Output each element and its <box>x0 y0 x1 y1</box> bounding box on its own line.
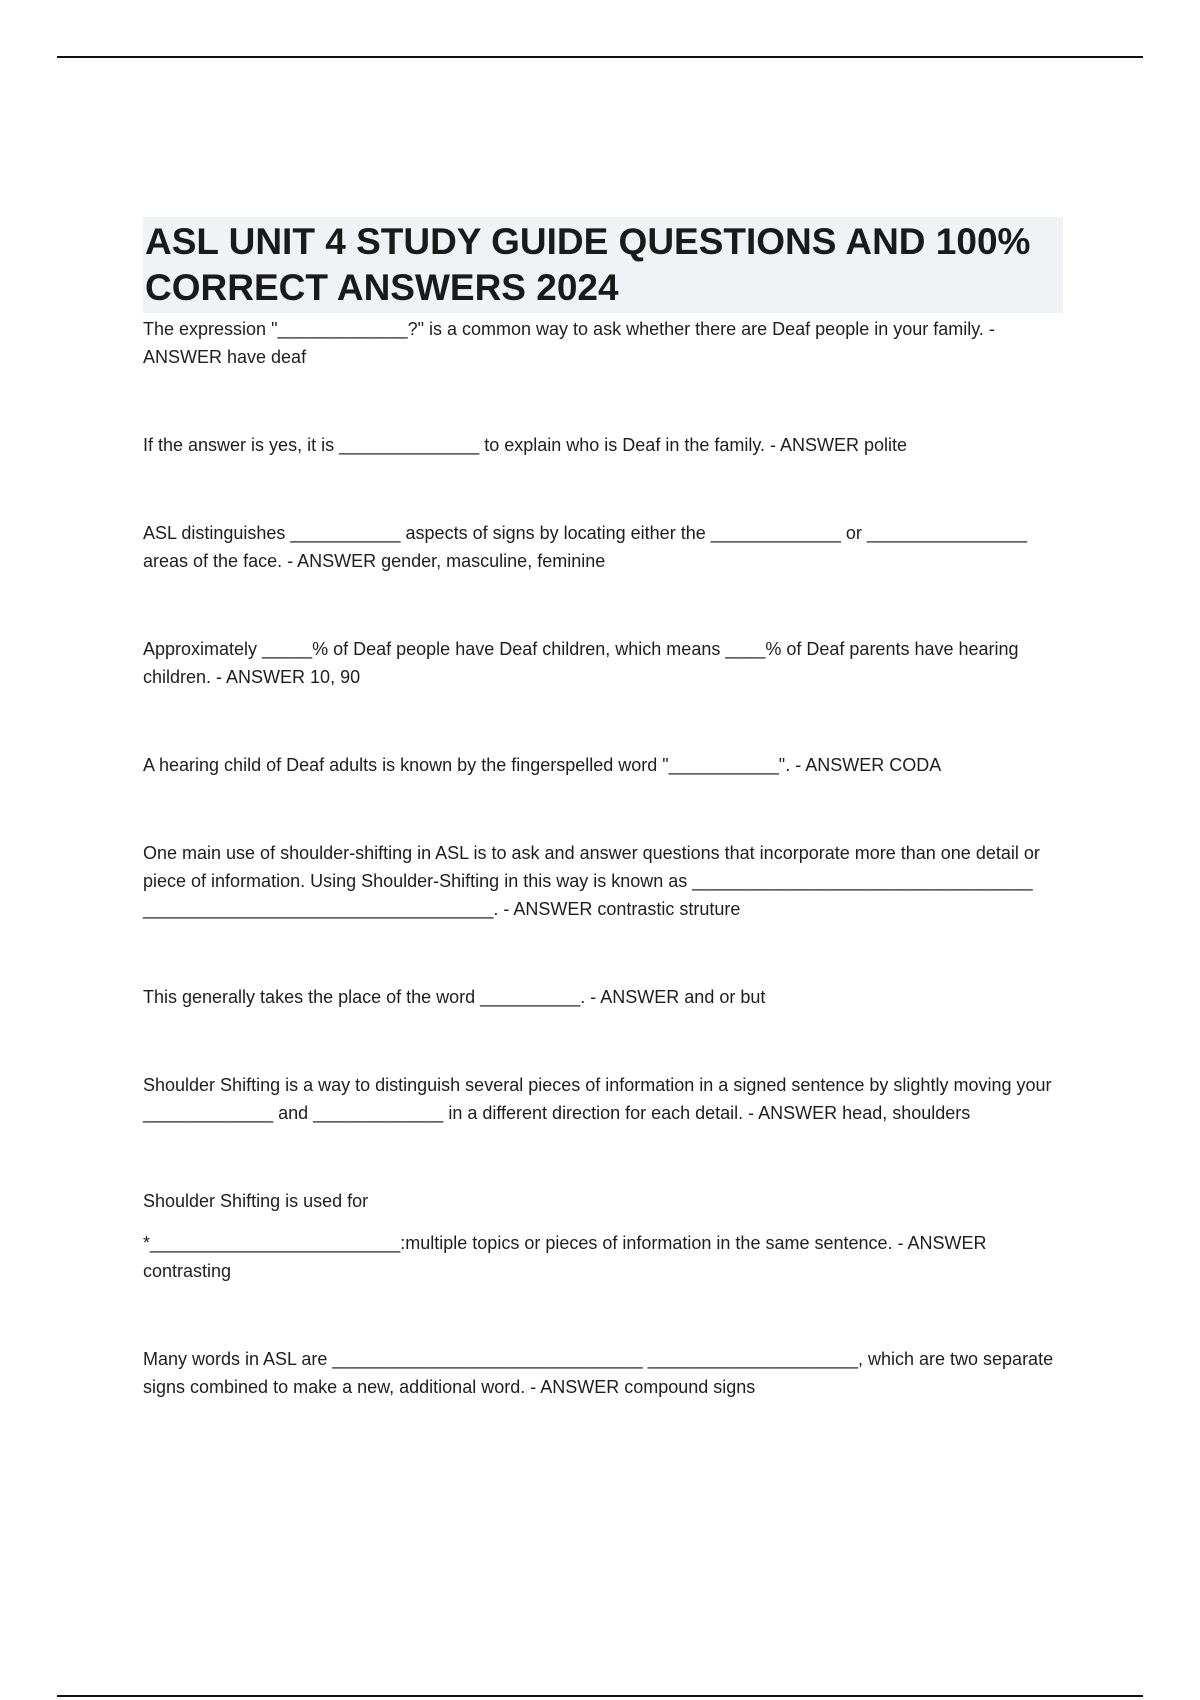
qa-item-3: ASL distinguishes ___________ aspects of signs by locating either the _____________ or ________________ areas of the face. - ANSWER gender, masculine, feminine <box>143 523 1033 571</box>
qa-item-5: A hearing child of Deaf adults is known by the fingerspelled word "___________". - ANSWER CODA <box>143 755 942 775</box>
qa-item-9: Shoulder Shifting is used for <box>143 1191 369 1211</box>
qa-item-4: Approximately _____% of Deaf people have Deaf children, which means ____% of Deaf parents have hearing children. - ANSWER 10, 90 <box>143 639 1024 687</box>
qa-item-2: If the answer is yes, it is ______________ to explain who is Deaf in the family. - ANSWER polite <box>143 435 908 455</box>
document-title: ASL UNIT 4 STUDY GUIDE QUESTIONS AND 100% CORRECT ANSWERS 2024 <box>143 217 1063 313</box>
qa-item-6: One main use of shoulder-shifting in ASL is to ask and answer questions that incorporate more than one detail or piece of information. Using Shoulder-Shifting in this way is known as __________________________________ ___________________________________. - ANSWER contrastic struture <box>143 843 1045 919</box>
qa-item-10: *_________________________:multiple topics or pieces of information in the same sentence. - ANSWER contrasting <box>143 1233 992 1281</box>
qa-item-7: This generally takes the place of the word __________. - ANSWER and or but <box>143 987 766 1007</box>
footer-rule <box>57 1695 1143 1697</box>
qa-item-1: The expression "_____________?" is a common way to ask whether there are Deaf people in your family. - ANSWER have deaf <box>143 319 999 367</box>
qa-item-8: Shoulder Shifting is a way to distinguish several pieces of information in a signed sentence by slightly moving your _____________ and _____________ in a different direction for each detail. - ANSWER head, shoulders <box>143 1075 1057 1123</box>
header-rule <box>57 56 1143 58</box>
document-body <box>143 217 1063 1401</box>
qa-item-11: Many words in ASL are _______________________________ _____________________, which are two separate signs combined to make a new, additional word. - ANSWER compound signs <box>143 1349 1059 1397</box>
